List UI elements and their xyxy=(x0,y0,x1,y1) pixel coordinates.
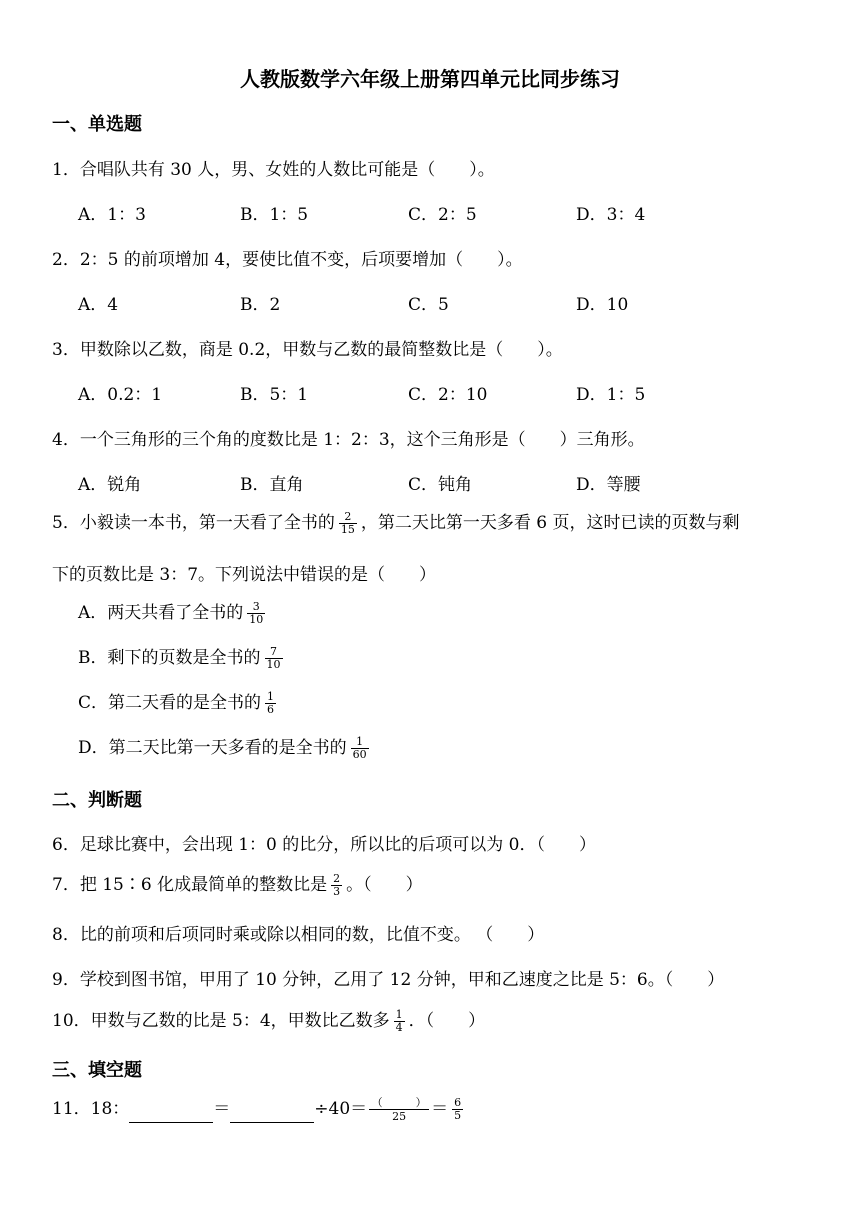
question-7-text-a: 7．把 15∶6 化成最简单的整数比是 xyxy=(52,875,328,895)
fraction-denominator: 3 xyxy=(333,885,341,898)
equals-sign: ＝ xyxy=(431,1099,449,1119)
question-5-line-2: 下的页数比是 3：7。下列说法中错误的是（ ） xyxy=(52,565,437,585)
question-11 xyxy=(52,1094,467,1123)
question-8: 8．比的前项和后项同时乘或除以相同的数，比值不变。 （ ） xyxy=(52,925,545,945)
fraction xyxy=(351,736,369,761)
option-b: B．直角 xyxy=(240,475,304,495)
question-1-options xyxy=(0,200,860,224)
page-title: 人教版数学六年级上册第四单元比同步练习 xyxy=(240,67,620,91)
question-5-text-b: ，第二天比第一天多看 6 页，这时已读的页数与剩 xyxy=(360,513,740,533)
equals-sign: ＝ xyxy=(213,1099,231,1119)
question-6: 6．足球比赛中，会出现 1：0 的比分，所以比的后项可以为 0．（ ） xyxy=(52,835,596,855)
fraction xyxy=(394,1009,405,1034)
question-3-options xyxy=(0,380,860,404)
blank-fraction[interactable] xyxy=(369,1096,429,1123)
fraction-denominator: 10 xyxy=(266,658,281,671)
option-d: D．1：5 xyxy=(576,385,646,405)
fraction-numerator-blank: （ ） xyxy=(371,1096,427,1109)
option-b: B．5：1 xyxy=(240,385,309,405)
fraction-numerator: 6 xyxy=(454,1096,462,1109)
question-10-text-a: 10．甲数与乙数的比是 5：4，甲数比乙数多 xyxy=(52,1011,390,1031)
question-11-text-a: 11．18： xyxy=(52,1099,130,1119)
option-d: D．10 xyxy=(576,295,629,315)
question-5-option-c xyxy=(78,688,280,716)
question-10-text-b: ．（ ） xyxy=(408,1011,486,1031)
question-11-divide-text: ÷40＝ xyxy=(314,1099,368,1119)
question-7 xyxy=(52,870,423,898)
fraction-numerator: 1 xyxy=(395,1008,403,1021)
fraction-denominator: 60 xyxy=(352,748,367,761)
question-5-option-d xyxy=(78,733,373,761)
fraction-denominator: 4 xyxy=(395,1021,403,1034)
option-a: A．0.2：1 xyxy=(78,385,163,405)
fraction-denominator: 10 xyxy=(249,613,264,626)
fraction xyxy=(452,1097,463,1122)
section-heading-fill-blank: 三、填空题 xyxy=(52,1060,142,1081)
option-c: C．5 xyxy=(408,295,449,315)
option-a: A．4 xyxy=(78,295,119,315)
fraction-numerator: 2 xyxy=(344,510,352,523)
option-b: B．2 xyxy=(240,295,281,315)
answer-blank-1[interactable] xyxy=(129,1106,213,1123)
option-label: A．两天共看了全书的 xyxy=(78,603,244,623)
option-c: C．钝角 xyxy=(408,475,473,495)
question-5-line-1 xyxy=(52,508,739,536)
question-7-text-b: 。（ ） xyxy=(346,875,423,895)
fraction-numerator: 1 xyxy=(267,690,275,703)
option-label: B．剩下的页数是全书的 xyxy=(78,648,261,668)
fraction xyxy=(265,691,276,716)
question-5-text-a: 5．小毅读一本书，第一天看了全书的 xyxy=(52,513,335,533)
question-10 xyxy=(52,1006,485,1034)
question-4-options xyxy=(0,470,860,494)
fraction-numerator: 1 xyxy=(356,735,364,748)
fraction-numerator: 2 xyxy=(333,872,341,885)
question-1: 1．合唱队共有 30 人，男、女姓的人数比可能是（ ）。 xyxy=(52,160,495,180)
option-d: D．等腰 xyxy=(576,475,641,495)
option-c: C．2：10 xyxy=(408,385,488,405)
question-2: 2．2：5 的前项增加 4，要使比值不变，后项要增加（ ）。 xyxy=(52,250,523,270)
fraction xyxy=(331,873,342,898)
answer-blank-2[interactable] xyxy=(230,1106,314,1123)
fraction-numerator: 7 xyxy=(270,645,277,658)
question-4: 4．一个三角形的三个角的度数比是 1：2：3，这个三角形是（ ）三角形。 xyxy=(52,430,645,450)
fraction xyxy=(339,511,357,536)
fraction xyxy=(265,646,283,671)
question-5-option-a xyxy=(78,598,269,626)
option-a: A．1：3 xyxy=(78,205,146,225)
question-5-option-b xyxy=(78,643,287,671)
section-heading-true-false: 二、判断题 xyxy=(52,790,142,811)
option-c: C．2：5 xyxy=(408,205,477,225)
fraction xyxy=(247,601,265,626)
option-d: D．3：4 xyxy=(576,205,646,225)
question-9: 9．学校到图书馆，甲用了 10 分钟，乙用了 12 分钟，甲和乙速度之比是 5：6。（ ） xyxy=(52,970,725,990)
question-2-options xyxy=(0,290,860,314)
option-b: B．1：5 xyxy=(240,205,309,225)
option-label: D．第二天比第一天多看的是全书的 xyxy=(78,738,347,758)
option-a: A．锐角 xyxy=(78,475,142,495)
fraction-numerator: 3 xyxy=(252,600,260,613)
fraction-denominator: 15 xyxy=(340,523,355,536)
option-label: C．第二天看的是全书的 xyxy=(78,693,262,713)
fraction-denominator: 6 xyxy=(267,703,275,716)
question-3: 3．甲数除以乙数，商是 0.2，甲数与乙数的最简整数比是（ ）。 xyxy=(52,340,563,360)
fraction-denominator: 25 xyxy=(369,1109,429,1123)
section-heading-single-choice: 一、单选题 xyxy=(52,114,142,135)
fraction-denominator: 5 xyxy=(454,1109,462,1122)
